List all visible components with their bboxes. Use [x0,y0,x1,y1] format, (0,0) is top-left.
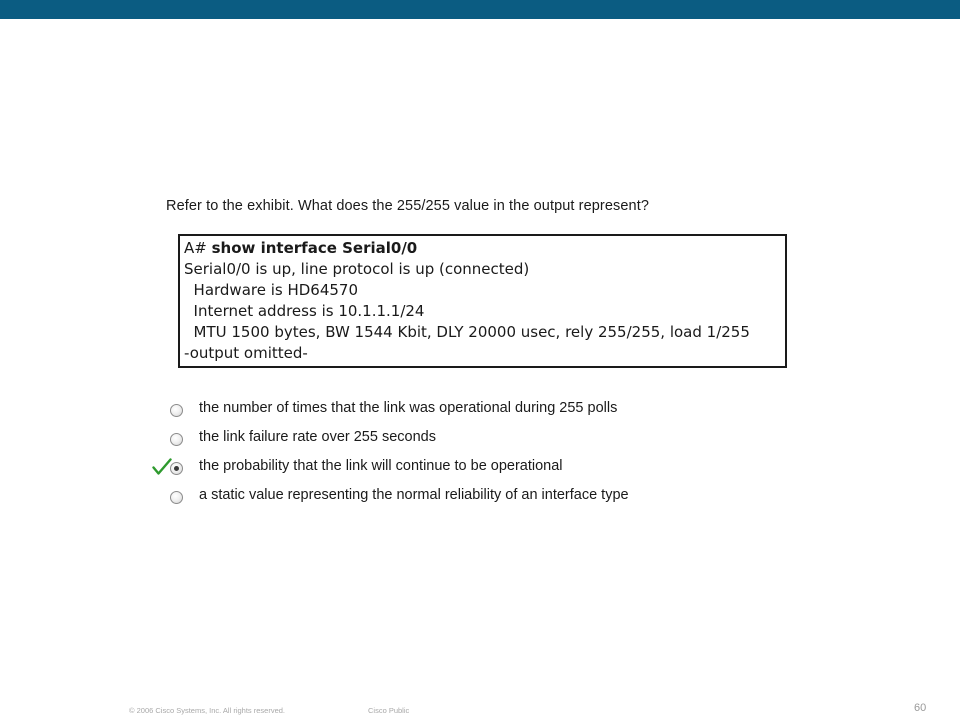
page-number: 60 [914,702,927,714]
exhibit-command-line [184,238,785,259]
exhibit-output-line: Serial0/0 is up, line protocol is up (connected) [184,260,530,278]
exhibit-prompt: A# [184,239,207,257]
answer-option-label: a static value representing the normal reliability of an interface type [199,487,629,503]
answer-option[interactable] [168,427,688,449]
answer-option-selected[interactable] [168,456,688,478]
answer-option-label: the probability that the link will continue to be operational [199,458,563,474]
exhibit-box [178,234,787,368]
top-banner [0,0,960,19]
checkmark-icon [152,458,172,476]
answer-option-label: the link failure rate over 255 seconds [199,429,436,445]
exhibit-output-line: Internet address is 10.1.1.1/24 [184,302,425,320]
question-text: Refer to the exhibit. What does the 255/255 value in the output represent? [166,198,649,214]
radio-button[interactable] [170,433,183,446]
exhibit-output-line: Hardware is HD64570 [184,281,359,299]
footer-classification: Cisco Public [368,706,410,715]
radio-button[interactable] [170,491,183,504]
answer-option[interactable] [168,398,688,420]
exhibit-output-line: -output omitted- [184,344,308,362]
footer-copyright: © 2006 Cisco Systems, Inc. All rights reserved. [129,706,286,715]
answer-option-label: the number of times that the link was operational during 255 polls [199,400,618,416]
radio-button[interactable] [170,404,183,417]
exhibit-output-line: MTU 1500 bytes, BW 1544 Kbit, DLY 20000 usec, rely 255/255, load 1/255 [184,323,750,341]
answer-option[interactable] [168,485,688,507]
exhibit-command: show interface Serial0/0 [211,239,418,257]
